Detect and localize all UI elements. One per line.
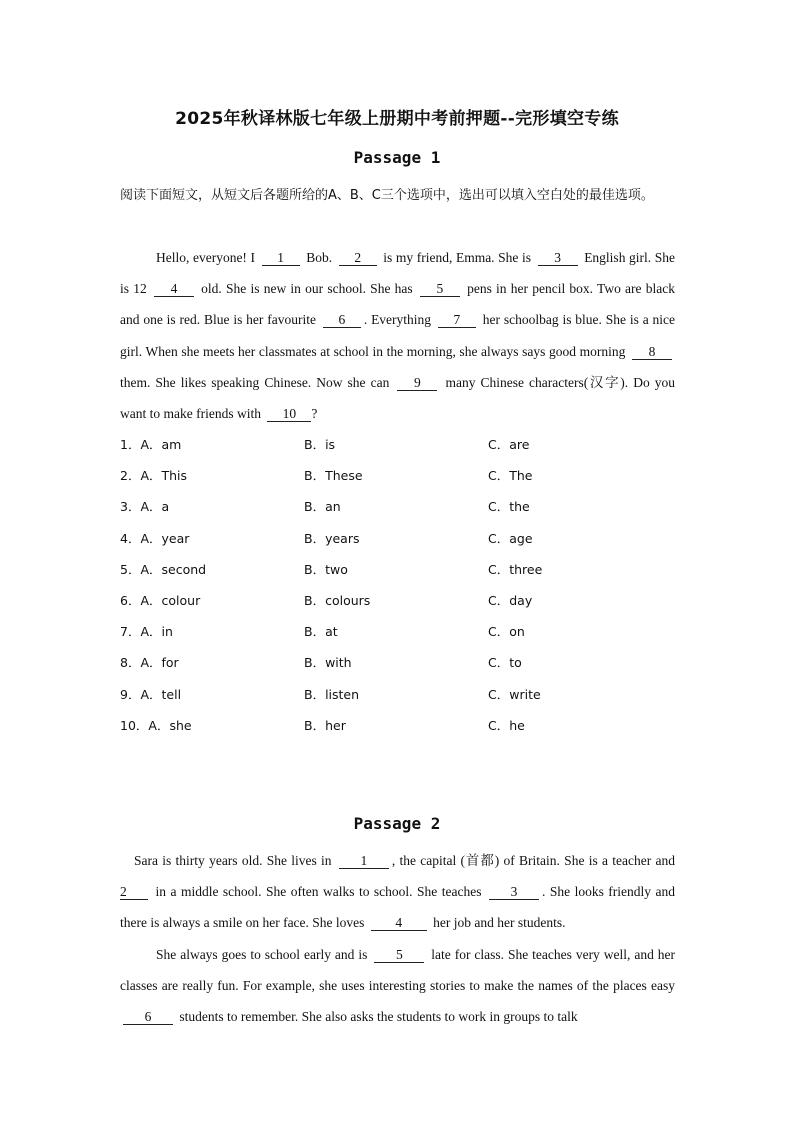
passage-text: . She looks friendly and there is always a smile on her face. She loves bbox=[120, 884, 676, 931]
option-b[interactable]: B．listen bbox=[304, 686, 360, 702]
option-c[interactable]: C．day bbox=[488, 592, 533, 608]
blank-7: 7 bbox=[438, 312, 476, 328]
question-row bbox=[120, 679, 680, 710]
question-row bbox=[120, 554, 680, 585]
option-b[interactable]: B．two bbox=[304, 561, 348, 577]
blank-6: 6 bbox=[123, 1009, 173, 1025]
option-c[interactable]: C．age bbox=[488, 530, 533, 546]
passage-text: Sara is thirty years old. She lives in bbox=[134, 853, 332, 868]
blank-5: 5 bbox=[374, 947, 424, 963]
question-row bbox=[120, 491, 680, 522]
option-c[interactable]: C．The bbox=[488, 468, 533, 484]
blank-3: 3 bbox=[538, 250, 578, 266]
blank-8: 8 bbox=[632, 344, 672, 360]
option-b[interactable]: B．is bbox=[304, 437, 336, 452]
option-c[interactable]: C．the bbox=[488, 499, 530, 515]
passage-text: ? bbox=[311, 406, 318, 422]
question-row bbox=[120, 616, 680, 647]
blank-3: 3 bbox=[489, 884, 539, 900]
passage-text: , the capital (首都) of Britain. She is a teacher and bbox=[391, 853, 676, 868]
question-row bbox=[120, 710, 680, 741]
blank-9: 9 bbox=[397, 375, 437, 391]
question-row bbox=[120, 647, 680, 678]
option-c[interactable]: C．he bbox=[488, 717, 525, 733]
passage-text: English girl. She is 12 bbox=[120, 250, 675, 297]
option-c[interactable]: C．on bbox=[488, 624, 525, 640]
blank-4: 4 bbox=[154, 281, 194, 297]
option-a[interactable]: 1．A．am bbox=[120, 437, 182, 452]
blank-4: 4 bbox=[371, 915, 427, 931]
blank-6: 6 bbox=[323, 312, 361, 328]
option-b[interactable]: B．her bbox=[304, 717, 346, 733]
passage-text: Hello, everyone! I bbox=[156, 250, 256, 265]
passage-text: in a middle school. She often walks to school. She teaches bbox=[155, 884, 482, 900]
passage-2-paragraph-1 bbox=[120, 845, 675, 939]
option-a[interactable]: 10．A．she bbox=[120, 717, 192, 733]
blank-10: 10 bbox=[267, 406, 311, 422]
passage-1-heading: Passage 1 bbox=[353, 148, 441, 167]
option-a[interactable]: 4．A．year bbox=[120, 530, 190, 546]
option-c[interactable]: C．to bbox=[488, 655, 522, 671]
option-a[interactable]: 6．A．colour bbox=[120, 592, 201, 608]
option-b[interactable]: B．at bbox=[304, 624, 338, 640]
option-a[interactable]: 7．A．in bbox=[120, 624, 173, 640]
passage-1-text bbox=[120, 242, 675, 429]
question-row bbox=[120, 460, 680, 491]
option-a[interactable]: 2．A．This bbox=[120, 468, 188, 484]
passage-text: is my friend, Emma. She is bbox=[383, 250, 531, 265]
option-b[interactable]: B．with bbox=[304, 655, 352, 671]
option-b[interactable]: B．These bbox=[304, 468, 363, 484]
passage-text: Bob. bbox=[306, 250, 333, 265]
passage-2-paragraph-2 bbox=[120, 939, 675, 1033]
passage-2-heading: Passage 2 bbox=[353, 814, 441, 833]
option-b[interactable]: B．colours bbox=[304, 592, 371, 608]
blank-2: 2 bbox=[339, 250, 377, 266]
passage-text: old. She is new in our school. She has bbox=[201, 281, 413, 297]
passage-text: her job and her students. bbox=[433, 915, 566, 931]
option-b[interactable]: B．an bbox=[304, 499, 341, 515]
passage-text: students to remember. She also asks the students to work in groups to talk bbox=[179, 1009, 578, 1025]
blank-5: 5 bbox=[420, 281, 460, 297]
options-list bbox=[120, 429, 680, 741]
passage-text: She always goes to school early and is bbox=[156, 947, 368, 962]
option-c[interactable]: C．are bbox=[488, 437, 530, 452]
option-a[interactable]: 8．A．for bbox=[120, 655, 179, 671]
option-c[interactable]: C．write bbox=[488, 686, 541, 702]
option-b[interactable]: B．years bbox=[304, 530, 360, 546]
page-title: 2025年秋译林版七年级上册期中考前押题--完形填空专练 bbox=[175, 109, 619, 129]
passage-text: them. She likes speaking Chinese. Now she can bbox=[120, 374, 390, 390]
blank-1: 1 bbox=[339, 853, 389, 869]
question-row bbox=[120, 429, 680, 460]
blank-1: 1 bbox=[262, 250, 300, 266]
question-row bbox=[120, 523, 680, 554]
passage-text: . Everything bbox=[363, 312, 432, 328]
question-row bbox=[120, 585, 680, 616]
option-c[interactable]: C．three bbox=[488, 561, 543, 577]
option-a[interactable]: 3．A．a bbox=[120, 499, 170, 515]
option-a[interactable]: 5．A．second bbox=[120, 561, 207, 577]
passage-text: late for class. She teaches very well, and her classes are really fun. For example, she uses interesting stories to make the names of the places easy bbox=[120, 947, 676, 994]
option-a[interactable]: 9．A．tell bbox=[120, 686, 182, 702]
passage-text: pens in her pencil box. Two are black and one is red. Blue is her favourite bbox=[120, 281, 675, 328]
blank-2: 2 bbox=[120, 884, 148, 900]
passage-text: her schoolbag is blue. She is a nice girl. When she meets her classmates at school in the morning, she always says good morning bbox=[120, 312, 676, 359]
instruction-text: 阅读下面短文，从短文后各题所给的A、B、C三个选项中，选出可以填入空白处的最佳选项。 bbox=[120, 188, 654, 203]
passage-text: many Chinese characters(汉字). Do you want to make friends with bbox=[120, 374, 676, 422]
